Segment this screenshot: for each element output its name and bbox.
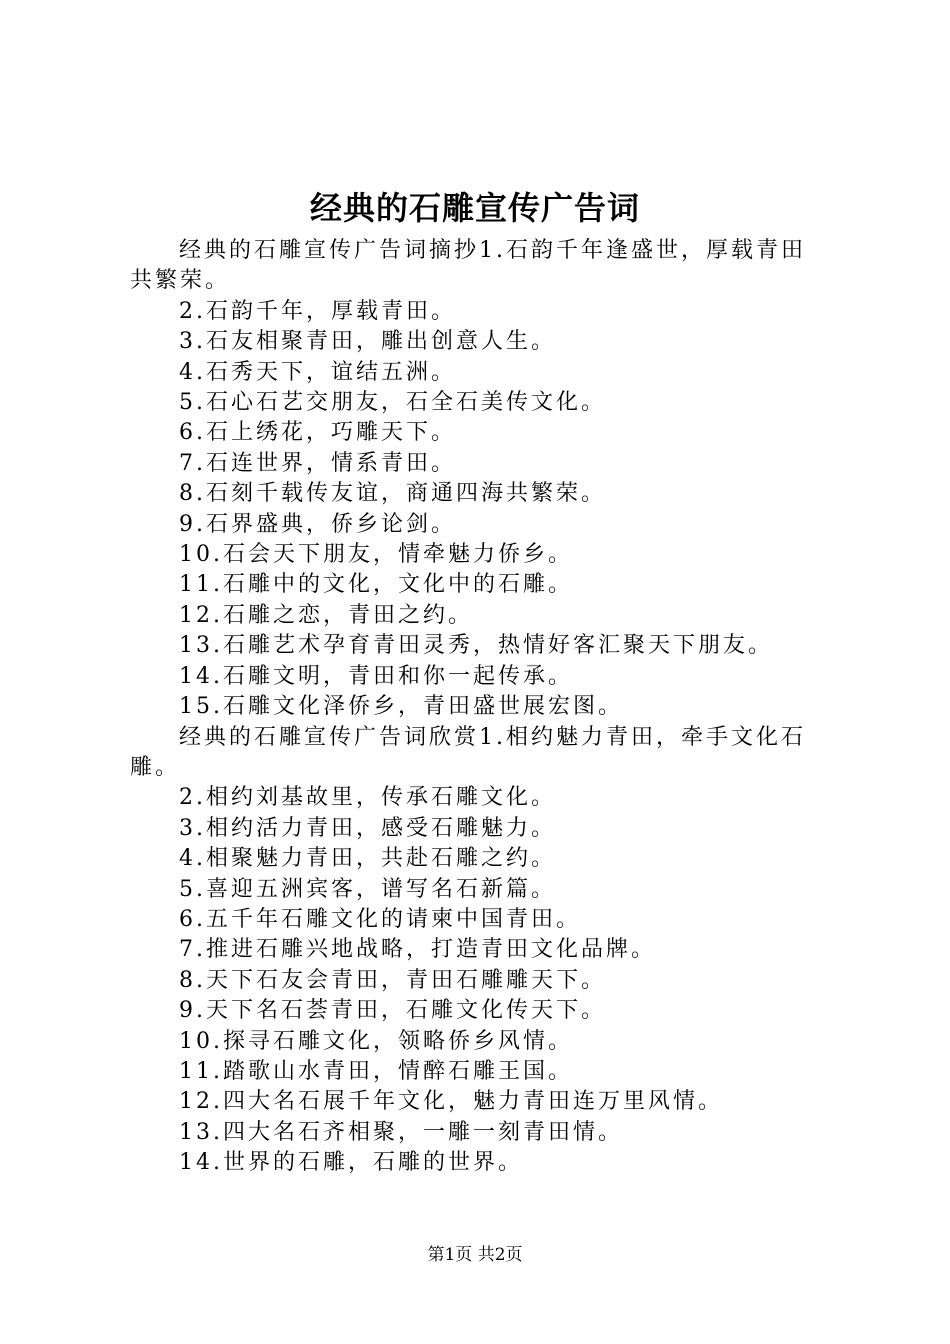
- list-item: 6.石上绣花，巧雕天下。: [179, 420, 456, 446]
- list-item: 14.石雕文明，青田和你一起传承。: [179, 663, 573, 689]
- section1-intro: 经典的石雕宣传广告词摘抄1.石韵千年逢盛世，厚载青田共繁荣。: [130, 238, 806, 294]
- list-item: 8.石刻千载传友谊，商通四海共繁荣。: [179, 481, 606, 507]
- list-item: 13.石雕艺术孕育青田灵秀，热情好客汇聚天下朋友。: [179, 633, 773, 659]
- list-item: 11.石雕中的文化，文化中的石雕。: [179, 572, 573, 598]
- list-item: 10.石会天下朋友，情牵魅力侨乡。: [179, 542, 573, 568]
- list-item: 9.天下名石荟青田，石雕文化传天下。: [179, 998, 606, 1024]
- list-item: 12.石雕之恋，青田之约。: [179, 602, 473, 628]
- section1-list: [130, 297, 830, 723]
- list-item: 7.石连世界，情系青田。: [179, 450, 456, 476]
- list-item: 3.石友相聚青田，雕出创意人生。: [179, 329, 556, 355]
- section2-list: [130, 783, 830, 1178]
- list-item: 4.相聚魅力青田，共赴石雕之约。: [179, 846, 556, 872]
- list-item: 12.四大名石展千年文化，魅力青田连万里风情。: [179, 1089, 723, 1115]
- list-item: 5.石心石艺交朋友，石全石美传文化。: [179, 390, 606, 416]
- list-item: 5.喜迎五洲宾客，谱写名石新篇。: [179, 876, 556, 902]
- list-item: 13.四大名石齐相聚，一雕一刻青田情。: [179, 1119, 623, 1145]
- list-item: 4.石秀天下，谊结五洲。: [179, 359, 456, 385]
- page-footer: 第1页 共2页: [427, 1245, 523, 1265]
- list-item: 2.石韵千年，厚载青田。: [179, 298, 456, 324]
- list-item: 10.探寻石雕文化，领略侨乡风情。: [179, 1028, 573, 1054]
- list-item: 2.相约刘基故里，传承石雕文化。: [179, 785, 556, 811]
- list-item: 15.石雕文化泽侨乡，青田盛世展宏图。: [179, 694, 623, 720]
- document-title: 经典的石雕宣传广告词: [309, 189, 640, 227]
- list-item: 3.相约活力青田，感受石雕魅力。: [179, 815, 556, 841]
- list-item: 9.石界盛典，侨乡论剑。: [179, 511, 456, 537]
- list-item: 8.天下石友会青田，青田石雕雕天下。: [179, 967, 606, 993]
- list-item: 14.世界的石雕，石雕的世界。: [179, 1150, 523, 1176]
- section2-intro: 经典的石雕宣传广告词欣赏1.相约魅力青田，牵手文化石雕。: [130, 724, 806, 780]
- list-item: 11.踏歌山水青田，情醉石雕王国。: [179, 1058, 573, 1084]
- list-item: 6.五千年石雕文化的请柬中国青田。: [179, 906, 581, 932]
- document-body: [130, 236, 830, 1179]
- list-item: 7.推进石雕兴地战略，打造青田文化品牌。: [179, 937, 656, 963]
